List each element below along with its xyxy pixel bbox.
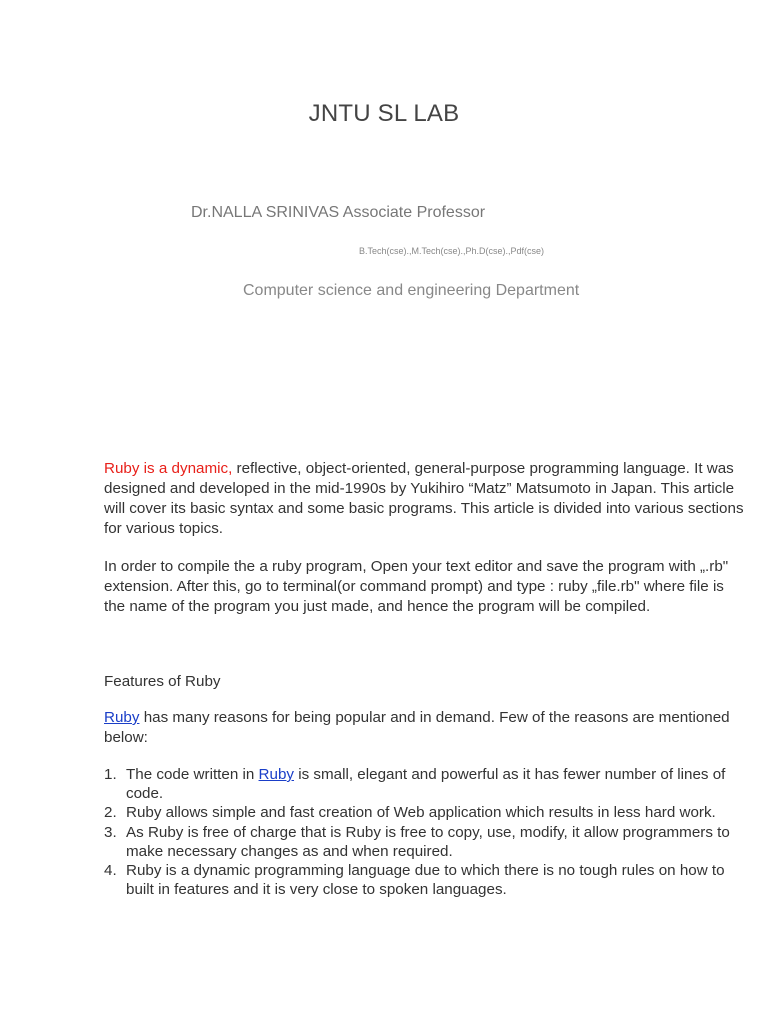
features-intro-paragraph [104, 708, 744, 748]
list-item [104, 765, 740, 803]
intro-text: reflective, object-oriented, general-purpose programming language. It was designed and developed in the mid-1990s by Yukihiro “Matz” Matsumoto in Japan. This article will cover its basic syntax and some basic programs. This article is divided into various sections for various topics. [104, 460, 744, 537]
features-list [104, 765, 740, 899]
list-item [104, 823, 740, 861]
department-line: Computer science and engineering Department [243, 282, 580, 299]
document-title: JNTU SL LAB [308, 100, 460, 127]
ruby-link[interactable]: Ruby [104, 709, 140, 726]
author-line: Dr.NALLA SRINIVAS Associate Professor [191, 204, 486, 221]
list-item-number: 1. [104, 766, 117, 783]
list-item-text: is small, elegant and powerful as it has fewer number of lines of code. [126, 766, 726, 803]
features-heading: Features of Ruby [104, 673, 221, 690]
list-item [104, 861, 740, 899]
compile-paragraph: In order to compile the a ruby program, Open your text editor and save the program with „.rb" extension. After this, go to terminal(or command prompt) and type : ruby „file.rb" where file is the name of the program you just made, and hence the program will be compiled. [104, 558, 729, 615]
list-item-text: Ruby allows simple and fast creation of Web application which results in less hard work. [126, 804, 716, 822]
author-degrees: B.Tech(cse).,M.Tech(cse).,Ph.D(cse).,Pdf(cse) [359, 246, 545, 256]
list-item-text: The code written in [126, 766, 259, 783]
intro-highlight: Ruby is a dynamic, [104, 460, 233, 477]
list-item-number: 4. [104, 862, 117, 880]
list-item [104, 803, 740, 822]
features-intro-text: has many reasons for being popular and in demand. Few of the reasons are mentioned below: [104, 709, 730, 746]
list-item-text: As Ruby is free of charge that is Ruby is free to copy, use, modify, it allow programmers to make necessary changes as and when required. [126, 823, 730, 860]
list-item-text: Ruby is a dynamic programming language due to which there is no tough rules on how to built in features and it is very close to spoken languages. [126, 862, 725, 899]
ruby-link[interactable]: Ruby [258, 766, 295, 783]
intro-paragraph [104, 459, 744, 539]
list-item-number: 3. [104, 823, 117, 841]
list-item-number: 2. [104, 804, 117, 822]
